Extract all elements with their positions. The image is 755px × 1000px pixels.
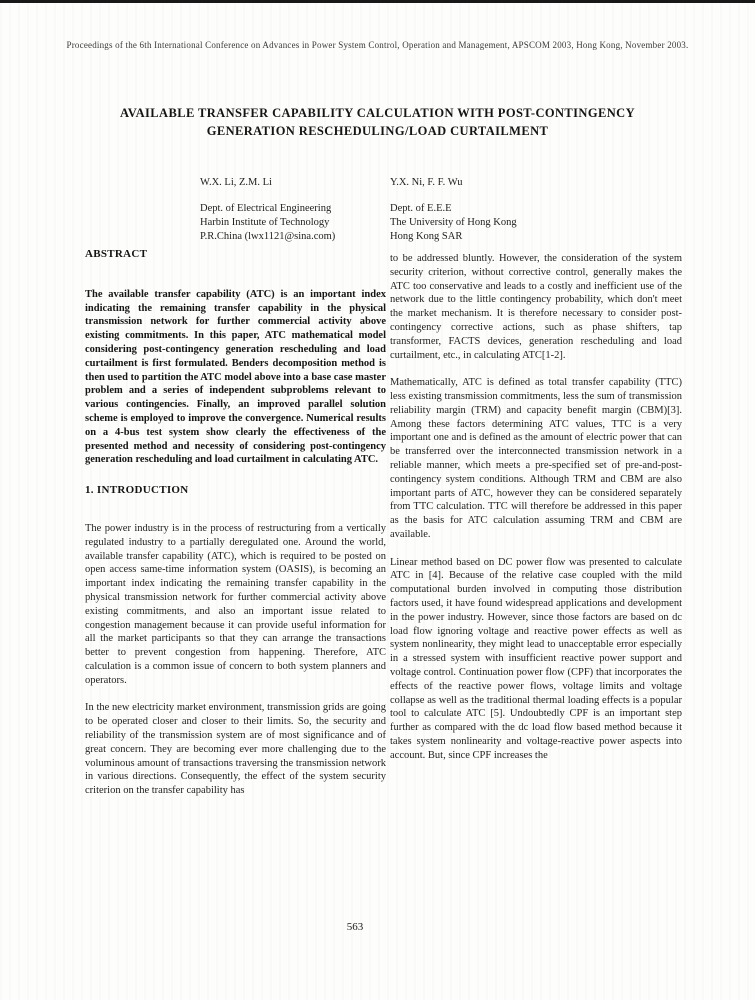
author-left-affiliation-institute: Harbin Institute of Technology [200,217,330,228]
introduction-heading: 1. INTRODUCTION [85,484,189,497]
right-column-paragraph-3: Linear method based on DC power flow was presented to calculate ATC in [4]. Because of the relative case coupled with the mild computational burden involved in computing those distribution factors used, it have found widespread applications and development in the power industry. However, since those factors are based on dc load flow ignoring voltage and reactive power effects as well as system nonlinearity, they might lead to unacceptable error especially in a stressed system with insufficient reactive power support and voltage control. Continuation power flow (CPF) that incorporates the effects of the reactive power flows, voltage limits and voltage collapse as well as the traditional thermal loading effects is a popular tool to calculate ATC [5]. Undoubtedly CPF is an important step further as compared with the dc load flow based method because it takes system nonlinearity and voltage-reactive power aspects into account. But, since CPF increases the [390,556,682,761]
conference-proceedings-header: Proceedings of the 6th International Conference on Advances in Power System Control, Operation and Management, APSCOM 2003, Hong Kong, November 2003. [66,40,689,50]
author-left-affiliation-country-email: P.R.China (lwx1121@sina.com) [200,231,336,242]
right-column-paragraph-1: to be addressed bluntly. However, the consideration of the system security criterion, without corrective control, generally makes the ATC too conservative and leads to a costly and inefficient use of the network due to the little contingency probability, which don't meet the market mechanism. It is therefore necessary to consider post-contingency corrective actions, such as phase shifters, tap transformer, FACTS devices, generation rescheduling and load curtailment, etc., in calculating ATC[1-2]. [390,253,682,361]
paper-title-line2: GENERATION RESCHEDULING/LOAD CURTAILMENT [206,124,549,138]
author-block-right [390,176,590,244]
author-names-left: W.X. Li, Z.M. Li [200,177,272,188]
left-column [85,248,386,798]
author-names-right: Y.X. Ni, F. F. Wu [390,177,463,188]
scan-edge-bar [0,0,755,3]
author-right-affiliation-university: The University of Hong Kong [390,217,517,228]
introduction-paragraph-2: In the new electricity market environment, transmission grids are going to be operated closer and closer to their limits. So, the security and reliability of the transmission system are of most significance and of great concern. They are becoming ever more challenging due to the voluminous amount of transactions traversing the transmission network in various directions. Consequently, the effect of the system security criterion on the transfer capability has [85,702,386,797]
right-column [390,252,682,762]
abstract-heading: ABSTRACT [85,248,148,260]
author-right-affiliation-region: Hong Kong SAR [390,231,463,242]
right-column-paragraph-2: Mathematically, ATC is defined as total transfer capability (TTC) less existing transmission commitments, less the sum of transmission reliability margin (TRM) and capacity benefit margin (CBM)[3]. Among these factors determining ATC values, TTC is a very important one and is defined as the amount of electric power that can be transferred over the interconnected transmission network in a reliable manner, which meets a pre-specified set of pre-and-post-contingency system conditions. Although TRM and CBM are also important parts of ATC, however they can be considered separately from TTC calculation. TTC will therefore be addressed in this paper as the basis for ATC calculation assuming TRM and CBM are available. [390,377,682,540]
paper-title-line1: AVAILABLE TRANSFER CAPABILITY CALCULATION WITH POST-CONTINGENCY [119,106,635,120]
introduction-paragraph-1: The power industry is in the process of restructuring from a vertically regulated industry to a partially deregulated one. Around the world, available transfer capability (ATC), which is required to be posted on open access same-time information system (OASIS), is becoming an important index indicating the remaining transfer capability in the physical transmission network for further commercial activity above existing commitments, and also an important issue related to congestion management because it can provide useful information for all the market participants so that they can arrange the transactions better to prevent congestion from happening. Therefore, ATC calculation is a common issue of concern to both system planners and operators. [85,522,386,686]
paper-title [0,104,755,140]
author-right-affiliation-dept: Dept. of E.E.E [390,203,452,214]
page-number: 563 [346,921,364,933]
author-block-left [200,176,380,244]
author-left-affiliation-dept: Dept. of Electrical Engineering [200,203,332,214]
abstract-body: The available transfer capability (ATC) is an important index indicating the remaining transfer capability in the physical transmission network for further commercial activity above existing commitments. In this paper, ATC mathematical model considering post-contingency generation rescheduling and load curtailment is first formulated. Benders decomposition method is then used to partition the ATC model above into a base case master problem and a series of independent subproblems relevant to various contingencies. Finally, an improved parallel solution scheme is employed to improve the convergence. Numerical results on a 4-bus test system show clearly the effectiveness of the presented method and necessity of considering post-contingency generation rescheduling and load curtailment in calculating ATC. [85,288,386,466]
